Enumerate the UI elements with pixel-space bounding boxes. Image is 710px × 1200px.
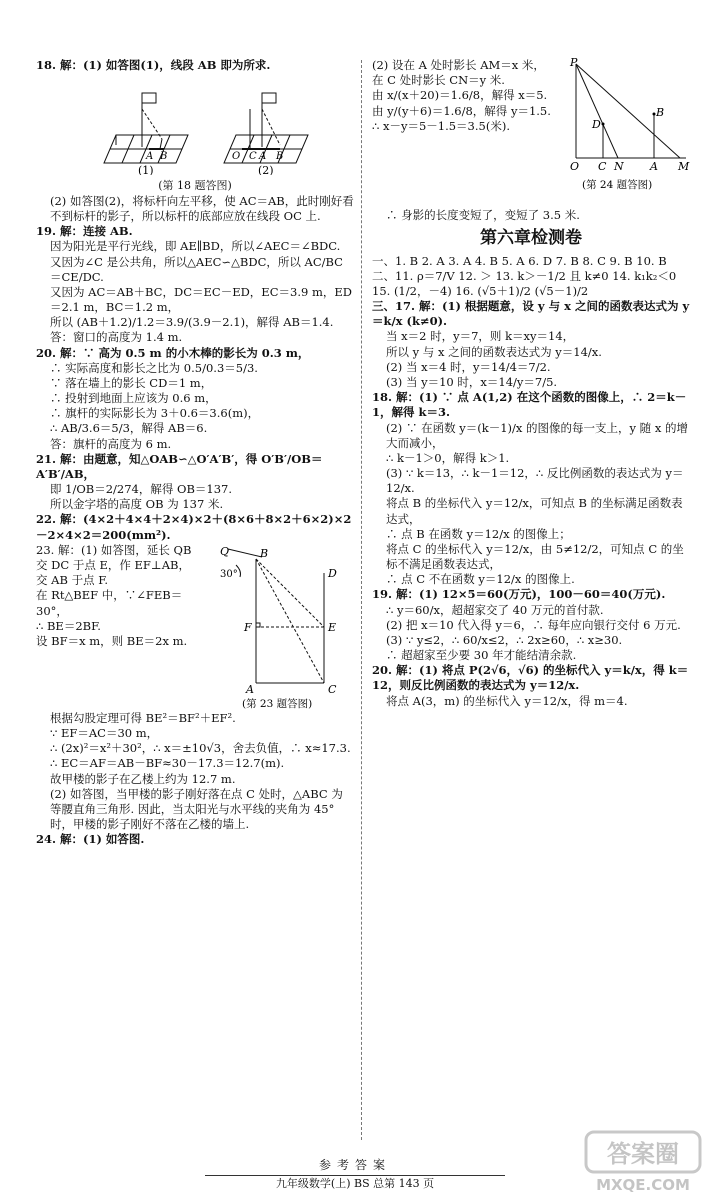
q23_side-line: 设 BF＝x m，则 BE＝2x m. (36, 633, 188, 648)
right-text-line: (3) ∵ y≤2，∴ 60/x≤2，∴ 2x≥60，∴ x≥30. (386, 632, 623, 647)
fig24-label-B: B (656, 106, 665, 119)
left-text-line: 又因为∠C 是公共角，所以△AEC∽△BDC，所以 AC/BC＝CE/DC. (50, 254, 343, 284)
fig18-sub-1: (1) (138, 164, 154, 176)
right-text-line: 将点 C 的坐标代入 y＝12/x，由 5≠12/2，可知点 C 的坐标不满足函数表达式， (386, 541, 684, 572)
fig23-caption: (第 23 题答图) (242, 697, 313, 710)
left-text-line: 根据勾股定理可得 BE²＝BF²＋EF². (50, 710, 236, 725)
left-text-line: ∴ (2x)²＝x²＋30²，∴ x＝±10√3，舍去负值，∴ x≈17.3. (50, 741, 351, 756)
right-text-line: (2) ∵ 在函数 y＝(k－1)/x 的图像的每一支上，y 随 x 的增大而减小， (386, 420, 688, 450)
q23_side-line: 23. 解：(1) 如答图，延长 QB 交 DC 于点 E，作 EF⊥AB，交 AB 于点 F. (36, 542, 192, 588)
right-text-line: ∴ 点 B 在函数 y＝12/x 的图像上； (386, 526, 571, 541)
left-text-line: 19. 解：连接 AB. (36, 224, 133, 239)
fig24-label-M: M (678, 160, 690, 173)
footer-title: 参考答案 (318, 1158, 391, 1172)
left-column (36, 58, 354, 847)
q24_side-line: ∴ x－y＝5－1.5＝3.5(米). (372, 118, 510, 133)
left-text-line: 21. 解：由题意，知△OAB∽△O′A′B′，得 O′B′/OB＝A′B′/AB， (36, 451, 323, 481)
right-text-line: 19. 解：(1) 12×5＝60(万元)，100－60＝40(万元). (372, 587, 666, 602)
left-text-line: 22. 解：(4×2＋4×4＋2×4)×2＋(8×6＋8×2＋6×2)×2－2×4×2＝200(mm²). (36, 512, 352, 542)
figure-18 (36, 75, 354, 179)
fig24-label-C: C (598, 160, 607, 173)
column-divider (361, 60, 362, 1140)
right-text-line: 一、1. B 2. A 3. A 4. B 5. A 6. D 7. B 8. C 9. B 10. B (372, 253, 667, 268)
left-text-line: 答：旗杆的高度为 6 m. (50, 436, 172, 451)
left-text-line: 20. 解：∵ 高为 0.5 m 的小木棒的影长为 0.3 m， (36, 345, 310, 360)
figure-24 (568, 58, 692, 208)
q23-text (36, 543, 196, 649)
left-text-line: 所以 (AB＋1.2)/1.2＝3.9/(3.9－2.1)，解得 AB＝1.4. (50, 315, 334, 330)
fig24-label-N: N (614, 160, 624, 173)
fig24-label-A: A (650, 160, 658, 173)
fig23-label-Q: Q (220, 544, 230, 558)
right-text-line: 15. (1/2，－4) 16. (√5＋1)/2 (√5－1)/2 (372, 283, 589, 298)
q24_side-line: 在 C 处时影长 CN＝y 米. (372, 73, 505, 88)
fig24-label-D: D (592, 118, 601, 131)
q24-text (372, 58, 562, 134)
right-text-line: (2) 当 x＝4 时，y＝14/4＝7/2. (386, 359, 551, 374)
footer-rule (205, 1175, 505, 1176)
fig18-label-A: A (146, 151, 154, 163)
left-text-line: ∵ EF＝AC＝30 m， (50, 725, 159, 740)
right-text-line: ∴ y＝60/x，超超家交了 40 万元的首付款. (386, 602, 604, 617)
right-text-line: 18. 解：(1) ∵ 点 A(1,2) 在这个函数的图像上，∴ 2＝k－1，解得 k＝3. (372, 390, 687, 420)
right-text-line: (3) ∵ k＝13，∴ k－1＝12，∴ 反比例函数的表达式为 y＝12/x. (386, 466, 684, 496)
fig18-label-C: C (249, 151, 257, 163)
right-text-line: ∴ 点 C 不在函数 y＝12/x 的图像上. (386, 572, 575, 587)
q23-block (36, 543, 354, 711)
left-text-line: ∴ AB/3.6＝5/3，解得 AB＝6. (50, 421, 208, 436)
fig23-label-A: A (246, 682, 254, 696)
right-text-line: ∴ 超超家至少要 30 年才能结清余款. (386, 648, 577, 663)
right-text-line: 二、11. ρ＝7/V 12. ＞ 13. k＞－1/2 且 k≠0 14. k₁k₂＜0 (372, 268, 677, 283)
left-text-line: 故甲楼的影子在乙楼上约为 12.7 m. (50, 771, 236, 786)
fig18-label-B: B (160, 151, 168, 163)
watermark-logo (584, 1128, 702, 1196)
left-text-line: ∴ 投射到地面上应该为 0.6 m， (50, 391, 217, 406)
fig18-sub-2: (2) (258, 164, 274, 176)
left-text-line: 所以金字塔的高度 OB 为 137 米. (50, 497, 224, 512)
fig24-label-O: O (570, 160, 580, 173)
left-text-line: 24. 解：(1) 如答图. (36, 832, 145, 847)
right-column (372, 58, 690, 709)
q24_side-line: 由 x/(x＋20)＝1.6/8，解得 x＝5. (372, 88, 548, 103)
left-text-line: 因为阳光是平行光线，即 AE∥BD，所以∠AEC＝∠BDC. (50, 239, 341, 254)
fig18-label-B2: B (276, 151, 284, 163)
right-text-line: ∴ 身影的长度变短了，变短了 3.5 米. (386, 208, 580, 222)
q24-block (372, 58, 690, 208)
fig18-label-O: O (232, 151, 241, 163)
fig24-label-P: P (570, 58, 578, 69)
left-text-line: ∴ 实际高度和影长之比为 0.5/0.3＝5/3. (50, 360, 258, 375)
fig23-label-B: B (260, 546, 269, 560)
left-text-line: ∵ 落在墙上的影长 CD＝1 m， (50, 375, 213, 390)
left-text-line: 18. 解：(1) 如答图(1)，线段 AB 即为所求. (36, 58, 271, 72)
q24_side-line: 由 y/(y＋6)＝1.6/8，解得 y＝1.5. (372, 103, 551, 118)
fig24-caption: (第 24 题答图) (582, 179, 653, 191)
left-text-line: (2) 如答图(2)，将标杆向左平移，使 AC＝AB，此时刚好看不到标杆的影子，所以标杆的底部应放在线段 OC 上. (50, 193, 354, 224)
right-text-line: (2) 把 x＝10 代入得 y＝6，∴ 每年应向银行交付 6 万元. (386, 617, 681, 632)
fig23-label-C: C (328, 682, 337, 696)
fig23-label-D: D (328, 566, 337, 580)
figure-23 (212, 543, 354, 711)
right-text-line: 当 x＝2 时，y＝7，则 k＝xy＝14， (386, 329, 575, 344)
q23_side-line: 在 Rt△BEF 中，∵∠FEB＝30°， (36, 588, 183, 618)
fig18-label-A2: A (259, 151, 267, 163)
right-text-line: 20. 解：(1) 将点 P(2√6，√6) 的坐标代入 y＝k/x，得 k＝12，则反比例函数的表达式为 y＝12/x. (372, 663, 689, 693)
right-text-line: ∴ k－1＞0，解得 k＞1. (386, 450, 510, 465)
right-text-line: 所以 y 与 x 之间的函数表达式为 y＝14/x. (386, 344, 602, 359)
right-text-line: 第六章检测卷 (480, 228, 582, 249)
left-text-line: 又因为 AC＝AB＋BC，DC＝EC－ED，EC＝3.9 m，ED＝2.1 m，BC＝1.2 m， (50, 284, 352, 315)
watermark-line2: MXQE.COM (596, 1176, 690, 1194)
watermark-line1: 答案圈 (607, 1140, 679, 1168)
left-text-line: 答：窗口的高度为 1.4 m. (50, 330, 183, 345)
right-text-line: 将点 A(3，m) 的坐标代入 y＝12/x，得 m＝4. (386, 693, 628, 708)
right-text-line: 三、17. 解：(1) 根据题意，设 y 与 x 之间的函数表达式为 y＝k/x (k≠0). (372, 299, 690, 329)
right-text-line: 将点 B 的坐标代入 y＝12/x，可知点 B 的坐标满足函数表达式， (386, 496, 683, 526)
left-text-line: (第 18 题答图) (158, 179, 232, 193)
left-text-line: ∴ EC＝AF＝AB－BF≈30－17.3＝12.7(m). (50, 756, 285, 771)
left-text-line: (2) 如答图，当甲楼的影子刚好落在点 C 处时，△ABC 为等腰直角三角形. 因此，当太阳光与水平线的夹角为 45°时，甲楼的影子刚好不落在乙楼的墙上. (50, 786, 343, 832)
fig23-label-E: E (328, 620, 337, 634)
fig23-label-angle: 30° (220, 568, 238, 580)
right-text-line: (3) 当 y＝10 时，x＝14/y＝7/5. (386, 374, 558, 389)
q23_side-line: ∴ BE＝2BF. (36, 618, 101, 633)
q24_side-line: (2) 设在 A 处时影长 AM＝x 米， (372, 58, 545, 72)
left-text-line: ∴ 旗杆的实际影长为 3＋0.6＝3.6(m)， (50, 406, 260, 421)
left-text-line: 即 1/OB＝2/274，解得 OB＝137. (50, 482, 233, 497)
fig23-label-F: F (244, 620, 252, 634)
footer-info: 九年级数学(上) BS 总第 143 页 (275, 1176, 435, 1190)
